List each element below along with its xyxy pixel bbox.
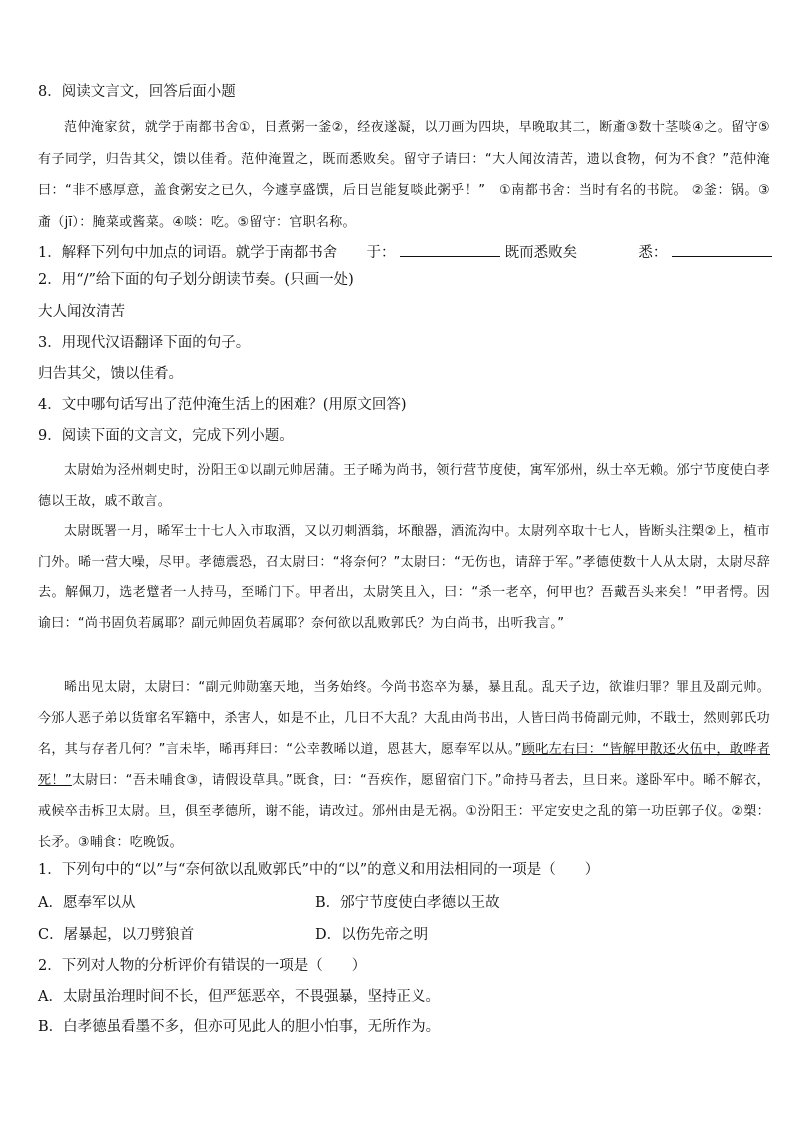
question-9-2-option-a[interactable]: A．太尉虽治理时间不长，但严惩恶卒，不畏强暴，坚持正义。 xyxy=(38,989,440,1005)
answer-blank-b[interactable] xyxy=(672,240,772,257)
question-8-3: 3．用现代汉语翻译下面的句子。 xyxy=(38,335,251,351)
question-8-2-sentence: 大人闻汝清苦 xyxy=(38,304,125,320)
question-9-notes: ①汾阳王：平定安史之乱的第一功臣郭子仪。②槊：长矛。③晡食：吃晚饭。 xyxy=(38,804,770,850)
question-9-1: 1．下列句中的“以”与“奈何欲以乱败郭氏”中的“以”的意义和用法相同的一项是（ ） xyxy=(38,862,600,878)
option-c[interactable]: C．屠暴起，以刀劈狼首 xyxy=(38,927,195,943)
question-8-passage xyxy=(38,112,770,238)
question-8-4: 4．文中哪句话写出了范仲淹生活上的困难？(用原文回答) xyxy=(38,397,407,413)
question-9-paragraph-3-rest: 太尉曰：“吾未晡食③，请假设草具。”既食，曰：“吾疾作，愿留宿门下。”命持马者去，旦日来。遂卧军中。晞不解衣，戒候卒击柝卫太尉。旦，俱至孝德所，谢不能，请改过。邠州由是无祸。 xyxy=(38,773,770,819)
question-8-1-label-a: 于： xyxy=(366,245,396,261)
underlined-sentence: 顾叱左右曰：“皆解甲散还火伍中，敢哗者死！” xyxy=(38,742,771,788)
question-9-2: 2．下列对人物的分析评价有错误的一项是（ ） xyxy=(38,958,367,974)
question-8-notes: ①南都书舍：当时有名的书院。 ②釜：锅。③齑（jī）：腌菜或酱菜。④啖：吃。⑤留守：官职名称。 xyxy=(38,183,770,230)
question-8-3-sentence: 归告其父，馈以佳肴。 xyxy=(38,366,183,382)
option-b[interactable]: B．邠宁节度使白孝德以王故 xyxy=(315,895,500,911)
question-9-paragraph-3-text: 晞出见太尉，太尉曰：“副元帅勋塞天地，当务始终。今尚书恣卒为暴，暴且乱。乱天子边，欲谁归罪？罪且及副元帅。今邠人恶子弟以货窜名军籍中，杀害人，如是不止，几日不大乱？大乱由尚书出，人皆曰尚书倚副元帅，不戢士，然则郭氏功名，其与存者几何？”言未毕，晞再拜曰：“公幸教晞以道，恩甚大，愿奉军以从。” xyxy=(38,680,770,757)
question-9-paragraph-1: 太尉始为泾州刺史时，汾阳王①以副元帅居蒲。王子晞为尚书，领行营节度使，寓军邠州，纵士卒无赖。邠宁节度使白孝德以王故，戚不敢言。 xyxy=(38,463,770,509)
question-8-passage-text: 范仲淹家贫，就学于南都书舍①，日煮粥一釜②，经夜遂凝，以刀画为四块，早晚取其二，断齑③数十茎啖④之。留守⑤有子同学，归告其父，馈以佳肴。范仲淹置之，既而悉败矣。留守子请曰：“大人闻汝清苦，遗以食物，何为不食？”范仲淹曰：“非不感厚意，盖食粥安之已久，今遽享盛馔，后日岂能复啖此粥乎！” xyxy=(38,120,770,198)
question-8-1-prompt: 1．解释下列句中加点的词语。就学于南都书舍 xyxy=(38,245,338,261)
answer-blank-a[interactable] xyxy=(400,240,500,257)
question-9-2-option-b[interactable]: B．白孝德虽看墨不多，但亦可见此人的胆小怕事，无所作为。 xyxy=(38,1019,441,1035)
option-a[interactable]: A．愿奉军以从 xyxy=(38,895,136,911)
question-9-paragraph-3 xyxy=(38,672,770,858)
question-8-2: 2．用“/”给下面的句子划分朗读节奏。(只画一处) xyxy=(38,272,354,288)
question-9-paragraph-2: 太尉既署一月，晞军士十七人入市取酒，又以刃刺酒翁，坏酿器，酒流沟中。太尉列卒取十七人，皆断头注槊②上，植市门外。晞一营大噪，尽甲。孝德震恐，召太尉曰：“将奈何？”太尉曰：“无伤也，请辞于军。”孝德使数十人从太尉，太尉尽辞去。解佩刀，选老躄者一人持马，至晞门下。甲者出，太尉笑且入，曰：“杀一老卒，何甲也？吾戴吾头来矣！”甲者愕。因谕曰：“尚书固负若属耶？副元帅固负若属耶？奈何欲以乱败郭氏？为白尚书，出听我言。” xyxy=(38,524,770,631)
question-8-1-phrase-b: 既而悉败矣 xyxy=(504,245,578,261)
option-d[interactable]: D．以伤先帝之明 xyxy=(315,927,429,943)
question-8-1-label-c: 悉： xyxy=(638,245,668,261)
question-8-1 xyxy=(38,240,768,263)
question-9-title: 9．阅读下面的文言文，完成下列小题。 xyxy=(38,428,294,444)
question-8-title: 8．阅读文言文，回答后面小题 xyxy=(38,84,236,100)
